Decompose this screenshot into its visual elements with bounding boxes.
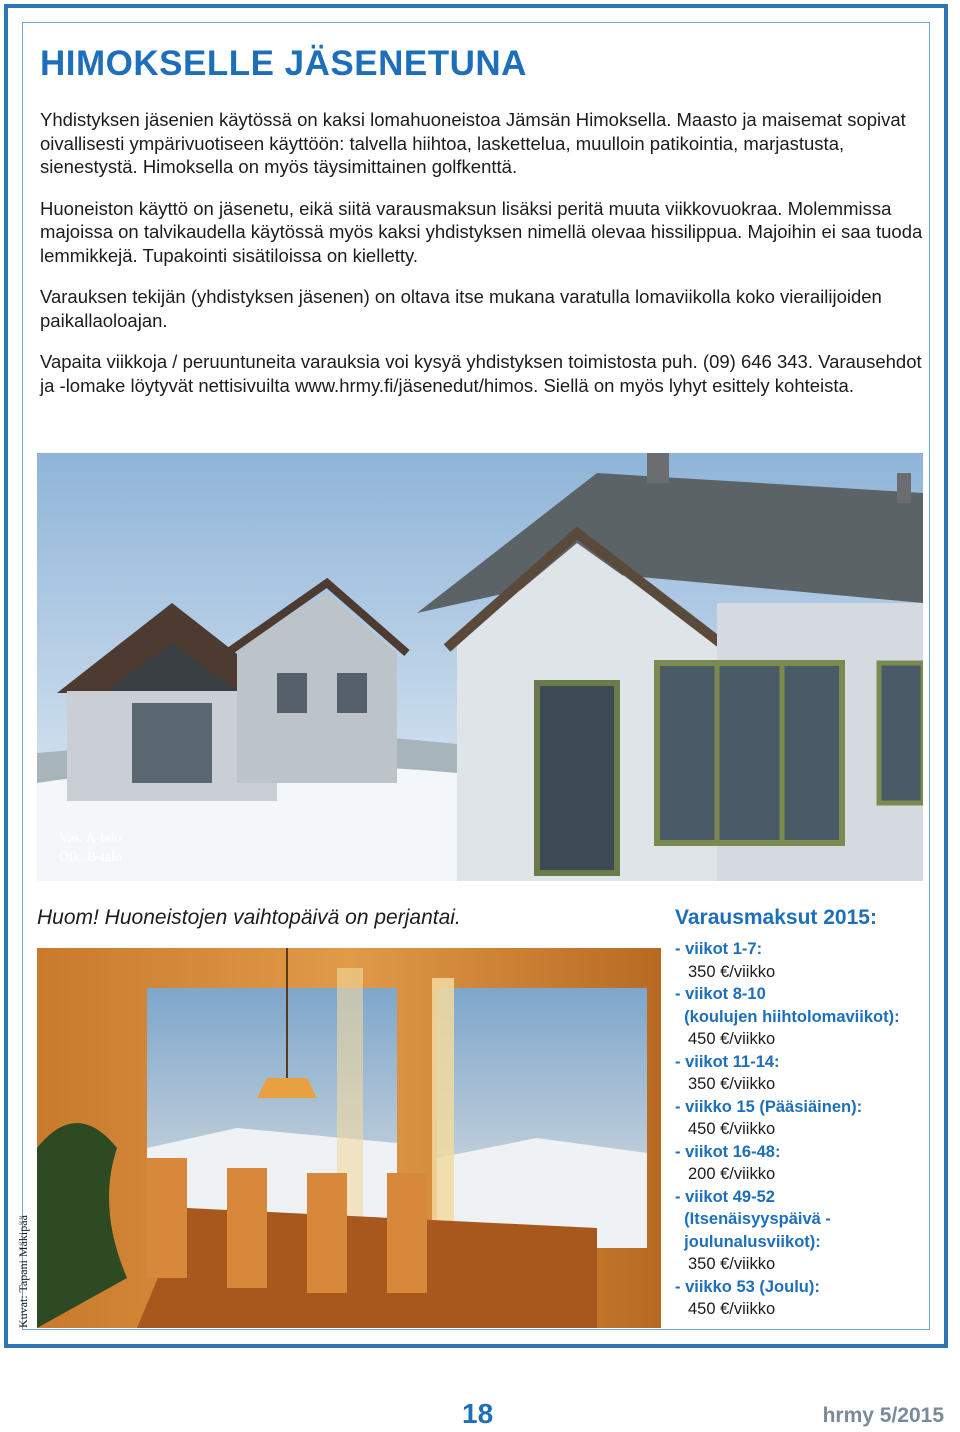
page-number: 18 bbox=[462, 1398, 494, 1429]
price-item bbox=[675, 1186, 940, 1276]
price-amount: 450 €/viikko bbox=[688, 1030, 776, 1048]
price-amount: 350 €/viikko bbox=[688, 1255, 776, 1273]
paragraph-4: Vapaita viikkoja / peruuntuneita varauksia voi kysyä yhdistyksen toimistosta puh. (09) 646 343. Varausehdot ja -lomake löytyvät nettisivuilta www.hrmy.fi/jäsenedut/himos. Siellä on myös lyhyt esittely kohteista. bbox=[40, 351, 922, 396]
price-period: - viikot 49-52 (Itsenäisyyspäivä - joulunalusviikot): bbox=[675, 1187, 831, 1251]
price-period: - viikot 11-14: bbox=[675, 1052, 780, 1071]
price-period: - viikot 16-48: bbox=[675, 1142, 781, 1161]
price-amount: 450 €/viikko bbox=[688, 1120, 776, 1138]
interior-photo-illustration bbox=[37, 948, 661, 1328]
price-item bbox=[675, 983, 940, 1051]
price-item bbox=[675, 1141, 940, 1186]
intro-text bbox=[40, 108, 930, 415]
price-item bbox=[675, 1051, 940, 1096]
photo-caption bbox=[59, 829, 122, 867]
price-amount: 200 €/viikko bbox=[688, 1165, 776, 1183]
price-item bbox=[675, 938, 940, 983]
price-amount: 350 €/viikko bbox=[688, 1075, 776, 1093]
price-period: - viikot 8-10 (koulujen hiihtolomaviikot): bbox=[675, 985, 900, 1026]
price-amount: 450 €/viikko bbox=[688, 1300, 776, 1318]
exchange-day-note: Huom! Huoneistojen vaihtopäivä on perjantai. bbox=[37, 906, 461, 929]
price-list bbox=[675, 906, 940, 1321]
price-amount: 350 €/viikko bbox=[688, 962, 776, 981]
price-item bbox=[675, 1276, 940, 1321]
price-period: - viikot 1-7: bbox=[675, 940, 763, 958]
page-title: HIMOKSELLE JÄSENETUNA bbox=[40, 44, 527, 83]
price-item bbox=[675, 1096, 940, 1141]
photo-caption-line-1: Vas. A-talo bbox=[59, 831, 122, 846]
houses-photo-illustration bbox=[37, 453, 923, 881]
price-period: - viikko 15 (Pääsiäinen): bbox=[675, 1097, 863, 1116]
photo-credit: Kuvat: Tapani Mäkipää bbox=[16, 1215, 30, 1328]
magazine-issue: hrmy 5/2015 bbox=[822, 1404, 944, 1427]
paragraph-2: Huoneiston käyttö on jäsenetu, eikä siitä varausmaksun lisäksi peritä muuta viikkovuokraa. Molemmissa majoissa on talvikaudella käytössä myös kaksi yhdistyksen nimellä olevaa hissilippua. Majoihin ei saa tuoda lemmikkejä. Tupakointi sisätiloissa on kielletty. bbox=[40, 197, 923, 266]
price-period: - viikko 53 (Joulu): bbox=[675, 1277, 820, 1296]
houses-photo bbox=[37, 453, 923, 881]
interior-photo bbox=[37, 948, 661, 1328]
paragraph-3: Varauksen tekijän (yhdistyksen jäsenen) on oltava itse mukana varatulla lomaviikolla koko vierailijoiden paikallaoloajan. bbox=[40, 286, 882, 331]
paragraph-1: Yhdistyksen jäsenien käytössä on kaksi lomahuoneistoa Jämsän Himoksella. Maasto ja maisemat sopivat oivallisesti ympärivuotiseen käyttöön: talvella hiihtoa, laskettelua, muulloin patikointia, marjastusta, sienestystä. Himoksella on myös täysimittainen golfkenttä. bbox=[40, 109, 906, 177]
price-list-title: Varausmaksut 2015: bbox=[675, 906, 877, 929]
photo-caption-line-2: Oik. B-talo bbox=[59, 850, 122, 865]
